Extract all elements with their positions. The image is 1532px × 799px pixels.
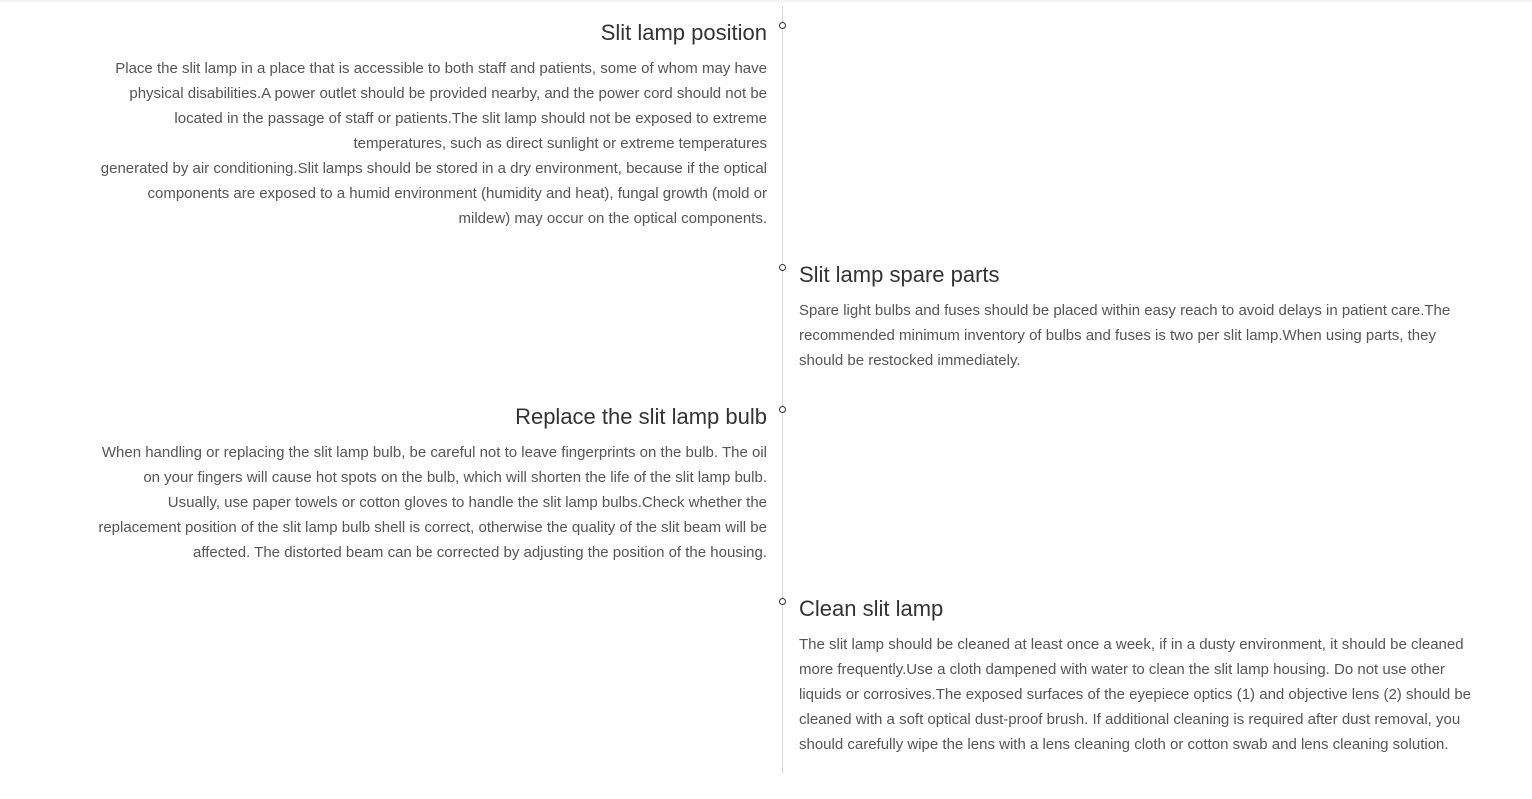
text-line: The slit lamp should be cleaned at least once a week, if in a dusty environment, it should be cleaned (799, 636, 1464, 653)
timeline-item-text (101, 56, 767, 231)
text-line: components are exposed to a humid environment (humidity and heat), fungal growth (mold or (147, 185, 767, 202)
timeline-marker-icon (779, 598, 786, 605)
text-line: cleaned with a soft optical dust-proof brush. If additional cleaning is required after dust removal, you (799, 711, 1461, 728)
timeline-item-slit-lamp-position (101, 18, 767, 231)
timeline-item-clean-slit-lamp (799, 594, 1471, 757)
timeline-item-text (799, 298, 1450, 373)
text-line: When handling or replacing the slit lamp bulb, be careful not to leave fingerprints on the bulb. The oil (101, 444, 767, 461)
text-line: replacement position of the slit lamp bulb shell is correct, otherwise the quality of the slit beam will be (98, 519, 767, 536)
text-line: mildew) may occur on the optical components. (458, 210, 767, 227)
timeline-line (782, 6, 783, 773)
timeline-item-title: Slit lamp position (600, 20, 767, 45)
text-line: on your fingers will cause hot spots on the bulb, which will shorten the life of the slit lamp bulb. (143, 469, 767, 486)
timeline-item-title: Clean slit lamp (799, 596, 944, 621)
timeline-item-title: Slit lamp spare parts (799, 262, 1000, 287)
text-line: Place the slit lamp in a place that is accessible to both staff and patients, some of whom may have (115, 60, 767, 77)
text-line: more frequently.Use a cloth dampened with water to clean the slit lamp housing. Do not use other (799, 661, 1445, 678)
timeline-item-replace-bulb (98, 402, 767, 565)
timeline-marker-icon (779, 264, 786, 271)
text-line: temperatures, such as direct sunlight or extreme temperatures (353, 135, 767, 152)
text-line: located in the passage of staff or patients.The slit lamp should not be exposed to extreme (174, 110, 767, 127)
timeline-item-title: Replace the slit lamp bulb (515, 404, 767, 429)
text-line: Usually, use paper towels or cotton gloves to handle the slit lamp bulbs.Check whether the (167, 494, 767, 511)
text-line: liquids or corrosives.The exposed surfaces of the eyepiece optics (1) and objective lens (2) should be (799, 686, 1472, 703)
timeline-item-text (98, 440, 767, 565)
timeline-marker-icon (779, 22, 786, 29)
text-line: generated by air conditioning.Slit lamps should be stored in a dry environment, because if the optical (100, 160, 767, 177)
text-line: physical disabilities.A power outlet should be provided nearby, and the power cord should not be (129, 85, 767, 102)
timeline-marker-icon (779, 406, 786, 413)
text-line: affected. The distorted beam can be corrected by adjusting the position of the housing. (193, 544, 767, 561)
text-line: Spare light bulbs and fuses should be placed within easy reach to avoid delays in patient care.The (799, 302, 1451, 319)
timeline-item-slit-lamp-spare-parts (799, 260, 1450, 373)
timeline-item-text (799, 632, 1471, 757)
text-line: should carefully wipe the lens with a lens cleaning cloth or cotton swab and lens cleaning solution. (799, 736, 1449, 753)
text-line: recommended minimum inventory of bulbs and fuses is two per slit lamp.When using parts, they (799, 327, 1436, 344)
text-line: should be restocked immediately. (799, 352, 1021, 369)
